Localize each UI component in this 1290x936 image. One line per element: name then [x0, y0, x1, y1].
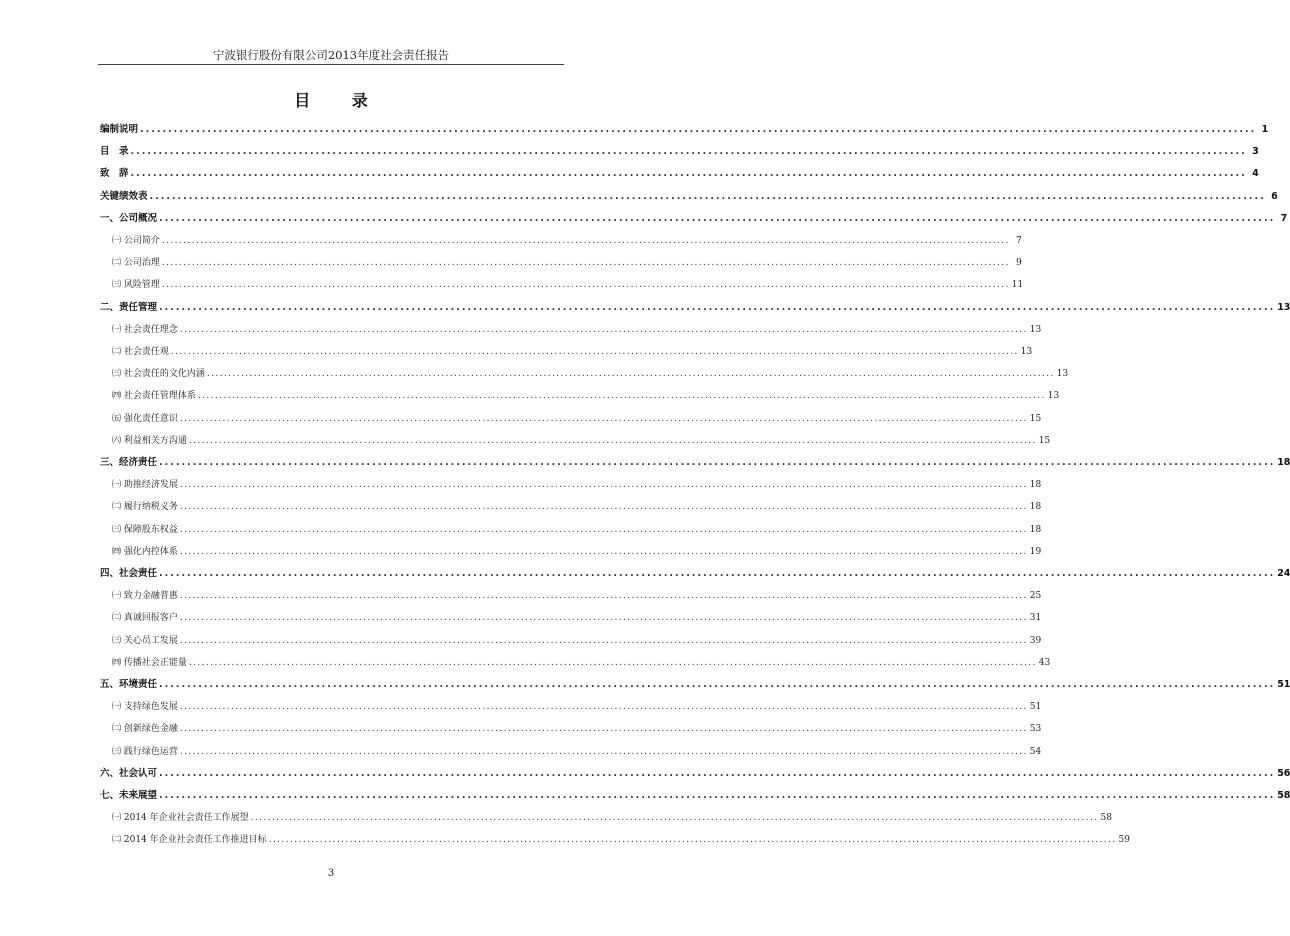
toc-entry-page-number: 51 — [1029, 702, 1042, 713]
toc-entry-label: ㈣ 传播社会正能量 — [112, 657, 187, 668]
toc-leader-dots: ....................................................................................................................................................................................................... — [179, 724, 1028, 735]
toc-leader-dots: ....................................................................................................................................................................................................... — [130, 168, 1247, 180]
page-title: 目 录 — [294, 91, 386, 110]
toc-subsection-entry[interactable] — [100, 633, 1042, 647]
toc-subsection-entry[interactable] — [100, 255, 1022, 269]
toc-entry-label: ㈢ 社会责任的文化内涵 — [112, 369, 205, 380]
toc-subsection-entry[interactable] — [100, 810, 1112, 824]
toc-leader-dots: ....................................................................................................................................................................................................... — [159, 568, 1276, 579]
toc-entry-label: ㈢ 关心员工发展 — [112, 635, 178, 646]
toc-entry-page-number: 3 — [1252, 146, 1259, 158]
toc-entry-label: 一、公司概况 — [100, 212, 158, 224]
toc-entry-label: ㈠ 2014 年企业社会责任工作展望 — [112, 813, 249, 824]
toc-subsection-entry[interactable] — [100, 322, 1042, 336]
toc-entry-page-number: 53 — [1029, 724, 1042, 735]
toc-leader-dots: ....................................................................................................................................................................................................... — [170, 347, 1019, 357]
toc-entry-page-number: 56 — [1277, 767, 1290, 779]
toc-entry-page-number: 18 — [1277, 457, 1290, 468]
toc-entry-label: 致 辞 — [100, 168, 129, 180]
toc-subsection-entry[interactable] — [100, 655, 1051, 669]
toc-section-entry[interactable] — [100, 166, 1259, 180]
toc-entry-label: 五、环境责任 — [100, 679, 158, 690]
toc-leader-dots: ....................................................................................................................................................................................................... — [179, 613, 1028, 624]
toc-entry-label: ㈡ 真诚回报客户 — [112, 613, 178, 624]
toc-entry-page-number: 13 — [1020, 347, 1033, 357]
toc-entry-label: ㈠ 助推经济发展 — [112, 480, 178, 491]
toc-entry-page-number: 58 — [1277, 790, 1290, 801]
toc-entry-page-number: 39 — [1029, 635, 1042, 646]
toc-section-entry[interactable] — [100, 677, 1290, 691]
toc-subsection-entry[interactable] — [100, 499, 1042, 513]
toc-section-entry[interactable] — [100, 566, 1290, 580]
toc-section-entry[interactable] — [100, 211, 1288, 225]
toc-entry-page-number: 54 — [1029, 746, 1042, 757]
toc-leader-dots: ....................................................................................................................................................................................................... — [159, 301, 1276, 313]
toc-leader-dots: ....................................................................................................................................................................................................... — [179, 546, 1028, 557]
toc-leader-dots: ....................................................................................................................................................................................................... — [149, 190, 1266, 202]
toc-entry-page-number: 13 — [1029, 324, 1042, 335]
toc-leader-dots: ....................................................................................................................................................................................................... — [197, 391, 1046, 402]
toc-subsection-entry[interactable] — [100, 544, 1042, 558]
toc-subsection-entry[interactable] — [100, 411, 1042, 425]
page-number: 3 — [327, 868, 335, 879]
toc-entry-label: ㈡ 履行纳税义务 — [112, 502, 178, 513]
toc-entry-page-number: 15 — [1029, 413, 1042, 424]
toc-entry-label: 六、社会认可 — [100, 767, 158, 779]
toc-leader-dots: ....................................................................................................................................................................................................... — [179, 591, 1028, 602]
toc-leader-dots: ....................................................................................................................................................................................................... — [179, 480, 1028, 491]
toc-section-entry[interactable] — [100, 189, 1278, 203]
toc-entry-page-number: 24 — [1277, 568, 1290, 579]
toc-entry-label: ㈡ 社会责任观 — [112, 347, 169, 357]
toc-leader-dots: ....................................................................................................................................................................................................... — [188, 435, 1037, 446]
toc-subsection-entry[interactable] — [100, 344, 1033, 358]
toc-leader-dots: ....................................................................................................................................................................................................... — [179, 702, 1028, 713]
toc-section-entry[interactable] — [100, 122, 1269, 136]
toc-entry-label: ㈥ 利益相关方沟通 — [112, 435, 187, 446]
toc-entry-page-number: 13 — [1047, 391, 1060, 402]
toc-entry-page-number: 4 — [1252, 168, 1259, 180]
toc-entry-page-number: 25 — [1029, 591, 1042, 602]
toc-leader-dots: ....................................................................................................................................................................................................... — [140, 124, 1257, 135]
toc-leader-dots: ....................................................................................................................................................................................................... — [179, 324, 1028, 335]
toc-leader-dots: ....................................................................................................................................................................................................... — [159, 790, 1276, 801]
toc-entry-label: ㈣ 社会责任管理体系 — [112, 391, 196, 402]
toc-section-entry[interactable] — [100, 788, 1290, 802]
toc-entry-page-number: 7 — [1280, 212, 1288, 224]
toc-entry-label: ㈠ 公司简介 — [112, 236, 160, 246]
toc-subsection-entry[interactable] — [100, 699, 1042, 713]
toc-section-entry[interactable] — [100, 455, 1290, 469]
toc-entry-label: ㈢ 保障股东权益 — [112, 524, 178, 535]
toc-entry-page-number: 18 — [1029, 524, 1042, 535]
toc-leader-dots: ....................................................................................................................................................................................................... — [159, 457, 1276, 468]
toc-leader-dots: ....................................................................................................................................................................................................... — [130, 146, 1247, 158]
toc-subsection-entry[interactable] — [100, 277, 1024, 291]
toc-entry-page-number: 59 — [1118, 835, 1130, 846]
toc-subsection-entry[interactable] — [100, 744, 1042, 758]
toc-entry-page-number: 9 — [1016, 258, 1022, 269]
toc-entry-page-number: 1 — [1261, 124, 1269, 135]
toc-entry-label: ㈤ 强化责任意识 — [112, 413, 178, 424]
toc-entry-page-number: 13 — [1277, 301, 1290, 313]
toc-entry-label: 编制说明 — [100, 124, 139, 135]
toc-leader-dots: ....................................................................................................................................................................................................... — [188, 657, 1037, 668]
toc-subsection-entry[interactable] — [100, 721, 1042, 735]
page-header: 宁波银行股份有限公司2013年度社会责任报告 — [98, 48, 564, 65]
toc-subsection-entry[interactable] — [100, 233, 1022, 247]
toc-subsection-entry[interactable] — [100, 610, 1042, 624]
toc-leader-dots: ....................................................................................................................................................................................................... — [268, 835, 1117, 846]
toc-entry-label: ㈢ 风险管理 — [112, 280, 160, 291]
toc-leader-dots: ....................................................................................................................................................................................................... — [250, 813, 1099, 824]
toc-leader-dots: ....................................................................................................................................................................................................... — [179, 413, 1028, 424]
toc-entry-page-number: 15 — [1038, 435, 1051, 446]
toc-subsection-entry[interactable] — [100, 366, 1069, 380]
toc-entry-label: ㈣ 强化内控体系 — [112, 546, 178, 557]
toc-leader-dots: ....................................................................................................................................................................................................... — [179, 502, 1028, 513]
toc-leader-dots: ....................................................................................................................................................................................................... — [159, 212, 1276, 224]
toc-entry-page-number: 19 — [1029, 546, 1042, 557]
toc-leader-dots: ....................................................................................................................................................................................................... — [161, 236, 1010, 246]
toc-entry-label: 目 录 — [100, 146, 129, 158]
toc-entry-label: 关键绩效表 — [100, 190, 148, 202]
toc-entry-label: 三、经济责任 — [100, 457, 158, 468]
toc-entry-page-number: 13 — [1056, 369, 1069, 380]
toc-entry-label: ㈠ 社会责任理念 — [112, 324, 178, 335]
toc-leader-dots: ....................................................................................................................................................................................................... — [206, 369, 1055, 380]
toc-leader-dots: ....................................................................................................................................................................................................... — [159, 767, 1276, 779]
toc-entry-label: ㈠ 致力金融普惠 — [112, 591, 178, 602]
toc-leader-dots: ....................................................................................................................................................................................................... — [159, 679, 1276, 690]
toc-entry-label: ㈡ 公司治理 — [112, 258, 160, 269]
toc-entry-page-number: 18 — [1029, 502, 1042, 513]
toc-entry-label: ㈡ 2014 年企业社会责任工作推进目标 — [112, 835, 267, 846]
toc-subsection-entry[interactable] — [100, 832, 1130, 846]
toc-leader-dots: ....................................................................................................................................................................................................... — [179, 524, 1028, 535]
toc-entry-page-number: 11 — [1011, 280, 1024, 291]
toc-leader-dots: ....................................................................................................................................................................................................... — [161, 258, 1010, 269]
toc-entry-page-number: 6 — [1271, 190, 1278, 202]
toc-entry-label: 四、社会责任 — [100, 568, 158, 579]
toc-entry-label: 二、责任管理 — [100, 301, 158, 313]
toc-entry-page-number: 43 — [1038, 657, 1051, 668]
toc-subsection-entry[interactable] — [100, 388, 1060, 402]
toc-subsection-entry[interactable] — [100, 522, 1042, 536]
toc-leader-dots: ....................................................................................................................................................................................................... — [179, 746, 1028, 757]
toc-entry-page-number: 7 — [1016, 236, 1022, 246]
toc-entry-label: ㈠ 支持绿色发展 — [112, 702, 178, 713]
toc-entry-page-number: 58 — [1100, 813, 1112, 824]
toc-subsection-entry[interactable] — [100, 433, 1051, 447]
toc-subsection-entry[interactable] — [100, 588, 1042, 602]
toc-subsection-entry[interactable] — [100, 477, 1042, 491]
toc-entry-page-number: 18 — [1029, 480, 1042, 491]
toc-leader-dots: ....................................................................................................................................................................................................... — [161, 280, 1010, 291]
toc-entry-page-number: 51 — [1277, 679, 1290, 690]
toc-section-entry[interactable] — [100, 144, 1259, 158]
toc-section-entry[interactable] — [100, 300, 1290, 314]
toc-entry-label: ㈢ 践行绿色运营 — [112, 746, 178, 757]
toc-entry-label: 七、未来展望 — [100, 790, 158, 801]
table-of-contents — [100, 0, 1290, 936]
toc-entry-page-number: 31 — [1029, 613, 1042, 624]
toc-leader-dots: ....................................................................................................................................................................................................... — [179, 635, 1028, 646]
toc-entry-label: ㈡ 创新绿色金融 — [112, 724, 178, 735]
toc-section-entry[interactable] — [100, 766, 1290, 780]
